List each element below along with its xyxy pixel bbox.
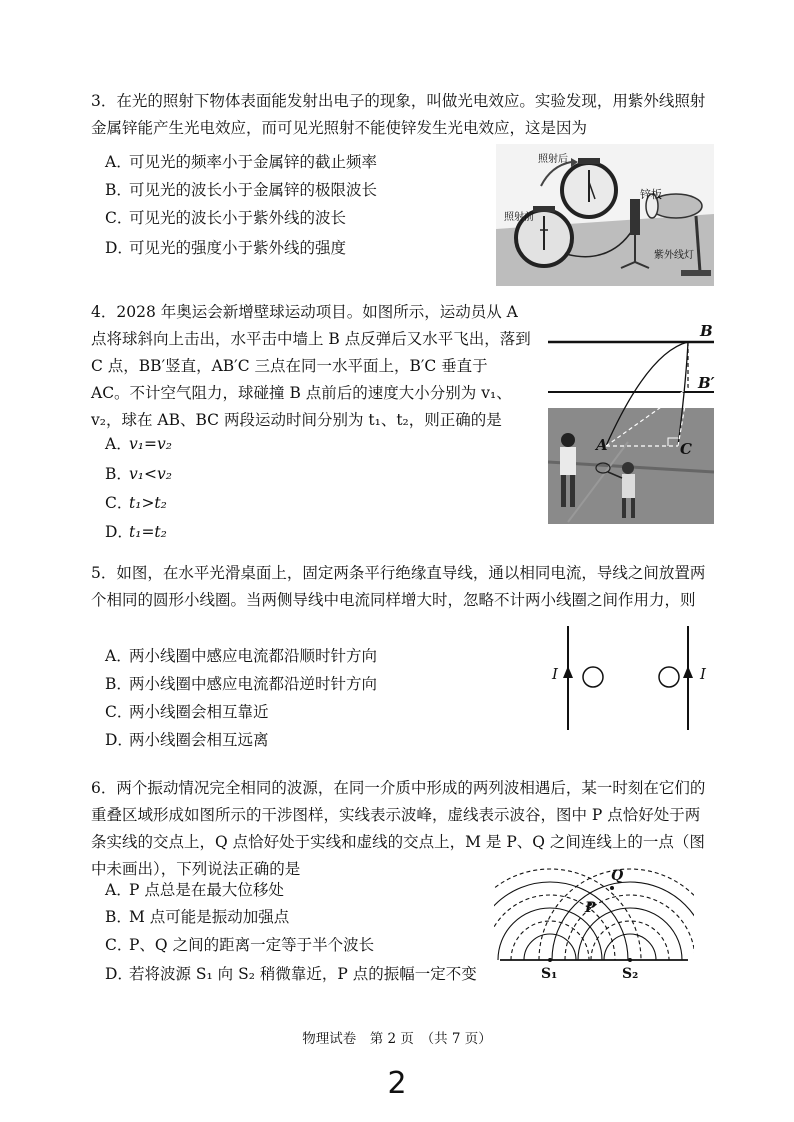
q6-stem: 6．两个振动情况完全相同的波源，在同一介质中形成的两列波相遇后，某一时刻在它们的重叠区域形成如图所示的干涉图样，实线表示波峰，虚线表示波谷，图中 P 点恰好处于两条实线的交点上，Q 点恰好处于实线和虚线的交点上，M 是 P、Q 之间连线上的一点（图中未画出），下列说法正确的是: [91, 779, 706, 878]
q6-label-s1: S₁: [541, 966, 558, 982]
q3-label-uv-lamp: 紫外线灯: [654, 250, 694, 261]
q3-label-after: 照射后: [538, 154, 568, 165]
q5-stem: 5．如图，在水平光滑桌面上，固定两条平行绝缘直导线，通以相同电流，导线之间放置两个相同的圆形小线圈。当两侧导线中电流同样增大时，忽略不计两小线圈之间作用力，则: [91, 564, 706, 609]
q5-option-d: D．两小线圈会相互远离: [105, 731, 269, 749]
q6-option-d: D．若将波源 S₁ 向 S₂ 稍微靠近，P 点的振幅一定不变: [105, 965, 477, 983]
q4-label-b: B: [700, 322, 713, 340]
q6-label-p: P: [585, 900, 596, 916]
q5-option-c: C．两小线圈会相互靠近: [105, 703, 269, 721]
q5-current-left-label: I: [552, 665, 558, 683]
q4-label-c: C: [680, 440, 692, 458]
q4-squash-figure: [548, 322, 714, 524]
q6-label-s2: S₂: [622, 966, 639, 982]
q6-option-b: B．M 点可能是振动加强点: [105, 908, 290, 926]
q4-option-b: B．v₁<v₂: [105, 465, 172, 483]
q5-option-b: B．两小线圈中感应电流都沿逆时针方向: [105, 675, 378, 693]
q4-label-b-prime: B′: [698, 374, 715, 392]
page-footer: 物理试卷 第 2 页 （共 7 页）: [302, 1031, 492, 1047]
q3-option-b: B．可见光的波长小于金属锌的极限波长: [105, 181, 378, 199]
q3-label-before: 照射前: [504, 212, 534, 223]
q6-option-a: A．P 点总是在最大位移处: [105, 881, 284, 899]
page-number: 2: [387, 1066, 407, 1101]
q3-option-a: A．可见光的频率小于金属锌的截止频率: [105, 153, 378, 171]
q3-option-c: C．可见光的波长小于紫外线的波长: [105, 209, 347, 227]
q3-option-d: D．可见光的强度小于紫外线的强度: [105, 239, 347, 257]
q5-current-right-label: I: [700, 665, 706, 683]
q5-wires-figure: [546, 624, 726, 734]
q3-stem: 3．在光的照射下物体表面能发射出电子的现象，叫做光电效应。实验发现，用紫外线照射金属锌能产生光电效应，而可见光照射不能使锌发生光电效应，这是因为: [91, 92, 706, 137]
q6-option-c: C．P、Q 之间的距离一定等于半个波长: [105, 936, 375, 954]
q4-label-a: A: [596, 436, 608, 454]
q3-label-zinc: 锌板: [640, 188, 662, 201]
q4-option-a: A．v₁=v₂: [105, 435, 172, 453]
q4-option-c: C．t₁>t₂: [105, 494, 167, 512]
q4-option-d: D．t₁=t₂: [105, 523, 167, 541]
q6-label-q: Q: [611, 868, 624, 884]
q5-option-a: A．两小线圈中感应电流都沿顺时针方向: [105, 647, 378, 665]
q4-stem: 4．2028 年奥运会新增壁球运动项目。如图所示，运动员从 A 点将球斜向上击出，水平击中墙上 B 点反弹后又水平飞出，落到 C 点，BB′竖直，AB′C 三点在同一水平面上，B′C 垂直于 AC。不计空气阻力，球碰撞 B 点前后的速度大小分别为 v₁、v₂，球在 AB、BC 两段运动时间分别为 t₁、t₂，则正确的是: [91, 303, 531, 429]
